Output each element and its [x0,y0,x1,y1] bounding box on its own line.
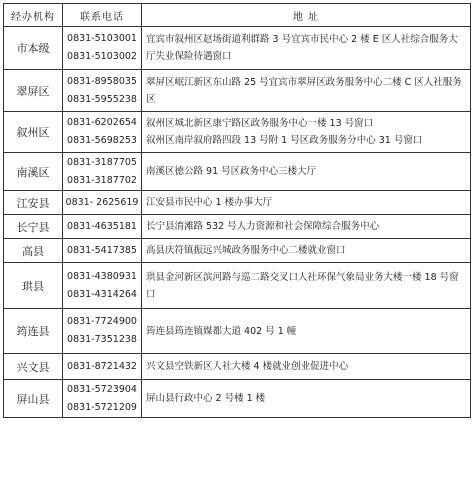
phone-number: 0831-5955238 [67,93,137,105]
office-name: 市本级 [4,27,63,70]
table-row [4,380,471,418]
address-cell: 珙县金河新区滨河路与巡二路交叉口人社环保气象局业务大楼一楼 18 号窗口 [142,263,471,309]
phone-cell [63,191,142,215]
phone-cell [63,380,142,418]
phone-number: 0831-5103001 [67,33,137,44]
table-row [4,153,471,191]
phone-number: 0831-3187702 [67,174,137,186]
office-name: 筠连县 [4,309,63,354]
table-row [4,215,471,239]
phone-cell [63,215,142,239]
phone-number: 0831-7351238 [67,334,137,345]
office-name: 珙县 [4,263,63,309]
table-row [4,191,471,215]
table-row [4,354,471,380]
address-cell: 宜宾市叙州区赵场街道利群路 3 号宜宾市民中心 2 楼 E 区人社综合服务大厅失业保险待遇窗口 [142,27,471,70]
office-name: 高县 [4,239,63,263]
phone-cell [63,27,142,70]
header-office: 经办机构 [4,4,63,27]
phone-number: 0831-3187705 [67,156,137,168]
address-cell: 兴文县空铁新区人社大楼 4 楼就业创业促进中心 [142,354,471,380]
phone-cell [63,309,142,354]
address-cell: 南溪区徳公路 91 号区政务中心三楼大厅 [142,153,471,191]
table-row [4,70,471,112]
phone-number: 0831-5721209 [67,401,137,413]
table-row [4,309,471,354]
phone-number: 0831- 2625619 [65,196,139,208]
office-name: 叙州区 [4,112,63,153]
table-row [4,27,471,70]
table-header-row [4,4,471,27]
table-row [4,263,471,309]
address-cell: 屏山县行政中心 2 号楼 1 楼 [142,380,471,418]
phone-number: 0831-8958035 [67,75,137,87]
phone-cell [63,70,142,112]
phone-number: 0831-5417385 [67,244,137,256]
phone-number: 0831-5698253 [67,135,137,146]
address-cell: 高县庆符镇振远兴城政务服务中心二楼就业窗口 [142,239,471,263]
phone-number: 0831-4380931 [67,270,137,282]
phone-number: 0831-4635181 [67,220,137,232]
phone-cell [63,354,142,380]
address-cell: 叙州区城北新区康宁路区政务服务中心一楼 13 号窗口 叙州区南岸叙府路四段 13 号附 1 号区政务服务分中心 31 号窗口 [142,112,471,153]
phone-cell [63,112,142,153]
address-cell: 翠屏区岷江新区东山路 25 号宜宾市翠屏区政务服务中心二楼 C 区人社服务区 [142,70,471,112]
phone-number: 0831-7724900 [67,316,137,327]
office-name: 江安县 [4,191,63,215]
address-cell: 长宁县淯滩路 532 号人力资源和社会保障综合服务中心 [142,215,471,239]
table-row [4,239,471,263]
office-name: 屏山县 [4,380,63,418]
phone-number: 0831-8721432 [67,360,137,372]
address-cell: 筠连县筠连镇媒都大道 402 号 1 幢 [142,309,471,354]
phone-number: 0831-6202654 [67,117,137,128]
table-row [4,112,471,153]
office-name: 翠屏区 [4,70,63,112]
office-name: 南溪区 [4,153,63,191]
phone-number: 0831-5723904 [67,383,137,395]
header-address: 地 址 [142,4,471,27]
phone-cell [63,239,142,263]
office-name: 兴文县 [4,354,63,380]
address-cell: 江安县市民中心 1 楼办事大厅 [142,191,471,215]
phone-cell [63,153,142,191]
office-name: 长宁县 [4,215,63,239]
phone-number: 0831-5103002 [67,51,137,62]
phone-cell [63,263,142,309]
office-contact-table [3,3,471,418]
header-phone: 联系电话 [63,4,142,27]
phone-number: 0831-4314264 [67,288,137,300]
